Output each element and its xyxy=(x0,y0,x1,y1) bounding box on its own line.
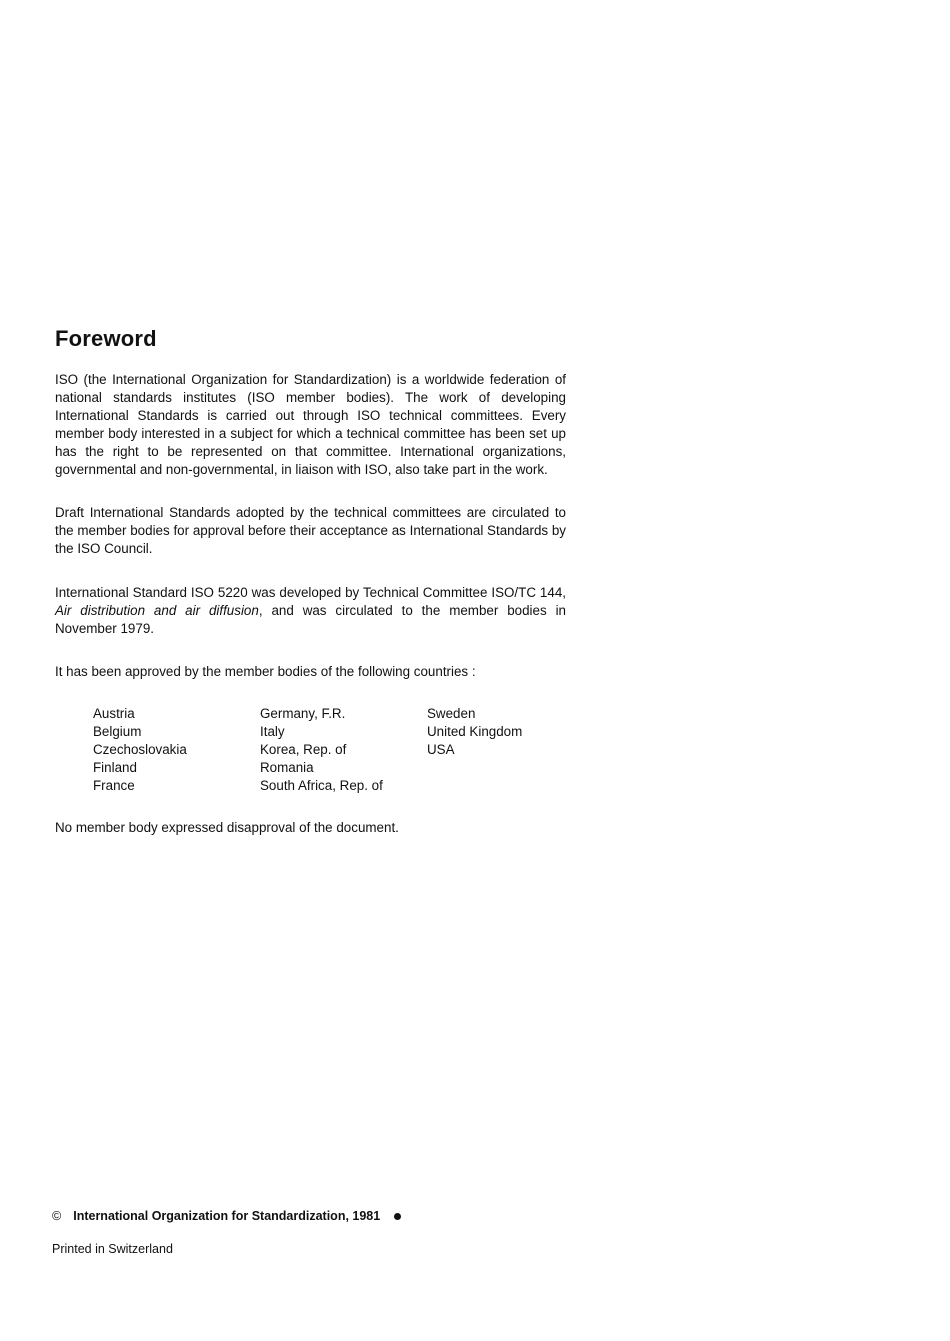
bullet-icon xyxy=(394,1213,401,1220)
country-item: Czechoslovakia xyxy=(93,742,187,757)
country-item: Romania xyxy=(260,760,314,775)
country-item: USA xyxy=(427,742,455,757)
country-item: France xyxy=(93,778,135,793)
copyright-icon: © xyxy=(52,1209,62,1223)
country-item: Germany, F.R. xyxy=(260,706,346,721)
country-item: Finland xyxy=(93,760,137,775)
paragraph-no-disapproval: No member body expressed disapproval of the document. xyxy=(55,820,399,835)
country-item: Italy xyxy=(260,724,285,739)
paragraph-standard-text-start: International Standard ISO 5220 was developed by Technical Committee ISO/TC 144, xyxy=(55,585,566,600)
country-item: Belgium xyxy=(93,724,142,739)
copyright-text: International Organization for Standardization, 1981 xyxy=(73,1209,381,1223)
paragraph-approval-intro: It has been approved by the member bodies of the following countries : xyxy=(55,664,476,679)
paragraph-draft-standards: Draft International Standards adopted by the technical committees are circulated to the member bodies for approval before their acceptance as International Standards by the ISO Council. xyxy=(55,505,566,556)
copyright-line xyxy=(52,1209,401,1223)
paragraph-standard-development xyxy=(55,584,566,638)
country-item: Austria xyxy=(93,706,135,721)
country-column-2 xyxy=(260,705,427,795)
country-item: South Africa, Rep. of xyxy=(260,778,383,793)
printed-location: Printed in Switzerland xyxy=(52,1242,173,1256)
country-item: United Kingdom xyxy=(427,724,523,739)
paragraph-iso-intro: ISO (the International Organization for Standardization) is a worldwide federation of national standards institutes (ISO member bodies). The work of developing International Standards is carried out through ISO technical committees. Every member body interested in a subject for which a technical committee has been set up has the right to be represented on that committee. International organizations, governmental and non-governmental, in liaison with ISO, also take part in the work. xyxy=(55,372,566,477)
country-column-3 xyxy=(427,705,594,795)
committee-subject-italic: Air distribution and air diffusion xyxy=(55,603,259,618)
country-list xyxy=(93,705,594,795)
country-column-1 xyxy=(93,705,260,795)
country-item: Korea, Rep. of xyxy=(260,742,347,757)
country-item: Sweden xyxy=(427,706,476,721)
page-title: Foreword xyxy=(55,326,157,351)
paragraph-standard-text-end: , and was circulated to the member bodies in November 1979. xyxy=(55,603,566,636)
